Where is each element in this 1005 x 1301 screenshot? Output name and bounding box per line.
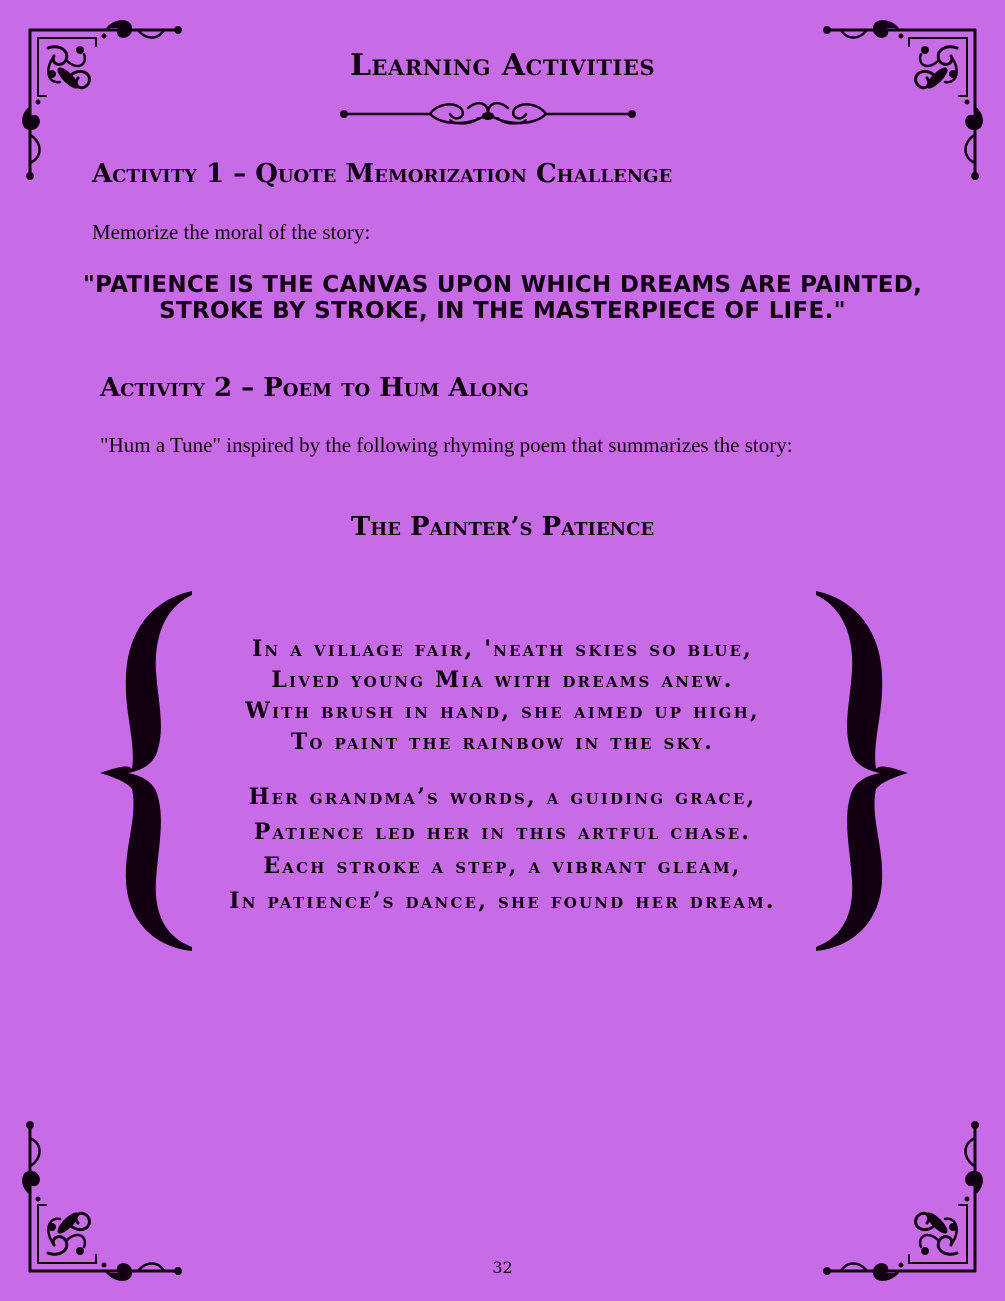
poem-line: Lived young Mia with dreams anew. bbox=[271, 667, 734, 693]
corner-flourish-icon-top-left bbox=[18, 16, 183, 181]
poem-line: To paint the rainbow in the sky. bbox=[290, 729, 715, 755]
poem-line: With brush in hand, she aimed up high, bbox=[245, 698, 760, 724]
activity-2-instruction: "Hum a Tune" inspired by the following rhyming poem that summarizes the story: bbox=[100, 433, 793, 457]
poem-line: In patience’s dance, she found her dream. bbox=[229, 887, 776, 914]
corner-flourish-icon-top-right bbox=[822, 16, 987, 181]
poem-stanza-2 bbox=[150, 780, 855, 918]
scroll-divider-icon bbox=[338, 96, 638, 132]
poem-line: Her grandma’s words, a guiding grace, bbox=[248, 784, 757, 810]
activity-1-instruction: Memorize the moral of the story: bbox=[92, 220, 371, 244]
activity-2-heading: Activity 2 – Poem to Hum Along bbox=[100, 373, 529, 403]
moral-quote bbox=[50, 272, 955, 324]
quote-line: STROKE BY STROKE, IN THE MASTERPIECE OF LIFE." bbox=[159, 298, 846, 324]
poem-line: In a village fair, 'neath skies so blue, bbox=[251, 636, 754, 662]
poem-line: Each stroke a step, a vibrant gleam, bbox=[263, 853, 742, 879]
activity-1-heading: Activity 1 – Quote Memorization Challenge bbox=[92, 159, 673, 189]
poem-title: The Painter’s Patience bbox=[350, 512, 655, 542]
poem-line: Patience led her in this artful chase. bbox=[253, 818, 752, 845]
poem-stanza-1 bbox=[150, 634, 855, 758]
quote-line: "PATIENCE IS THE CANVAS UPON WHICH DREAMS ARE PAINTED, bbox=[82, 272, 923, 298]
page-title: Learning Activities bbox=[349, 48, 656, 83]
page-number: 32 bbox=[492, 1258, 513, 1277]
